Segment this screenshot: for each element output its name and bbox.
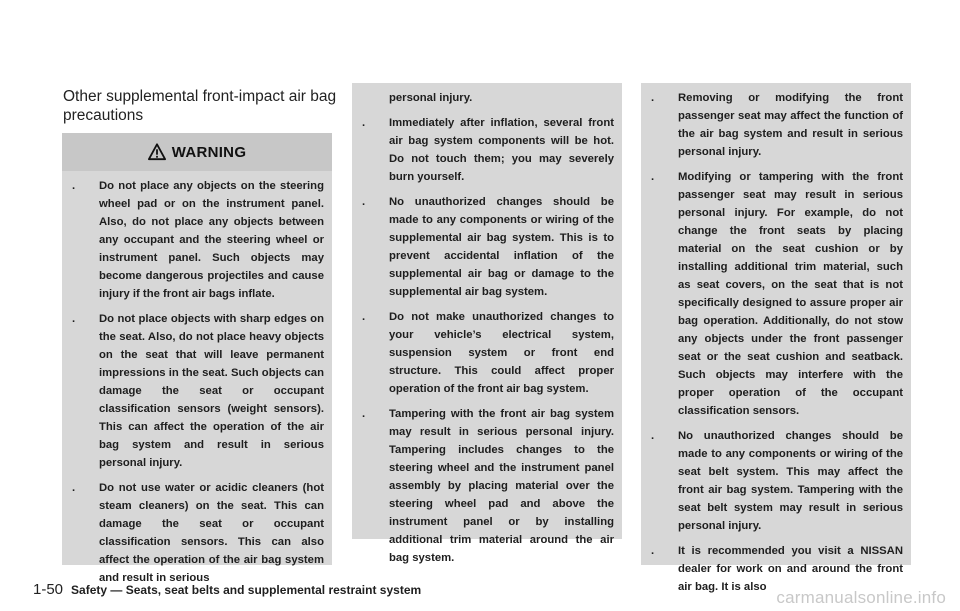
bullet: . bbox=[651, 545, 655, 557]
list-item-continuation: personal injury. bbox=[389, 92, 473, 104]
list-item: . Do not place objects with sharp edges on the seat. Also, do not place heavy objects on the seat that will leave permanent impressions in the seat. Such objects can damage the seat or occupant classification sensors (weight sensors). This can affect the operation of the air bag system and result in serious personal injury. bbox=[62, 310, 332, 472]
bullet: . bbox=[362, 196, 366, 208]
section-heading: Other supplemental front-impact air bag precautions bbox=[63, 88, 337, 124]
footer-section-title: Safety — Seats, seat belts and supplemental restraint system bbox=[71, 583, 422, 597]
list-item: . No unauthorized changes should be made to any components or wiring of the supplemental air bag system. This is to prevent accidental inflation of the supplemental air bag or damage to the supplemental air bag system. bbox=[352, 193, 622, 301]
warning-triangle-icon bbox=[148, 143, 166, 161]
bullet: . bbox=[362, 117, 366, 129]
page-footer bbox=[33, 581, 421, 598]
warning-header bbox=[62, 133, 332, 171]
list-item: . Do not place any objects on the steering wheel pad or on the instrument panel. Also, do not place any objects between any occupant and the steering wheel or instrument panel. Such objects may become dangerous projectiles and cause injury if the front air bags inflate. bbox=[62, 177, 332, 303]
bullet: . bbox=[362, 311, 366, 323]
list-item: . Tampering with the front air bag system may result in serious personal injury. Tampering includes changes to the steering wheel and the instrument panel assembly by placing material over the steering wheel pad and above the instrument panel or by installing additional trim material around the air bag system. bbox=[352, 405, 622, 567]
list-item: . No unauthorized changes should be made to any components or wiring of the seat belt system. This may affect the front air bag system. Tampering with the seat belt system may result in serious personal injury. bbox=[641, 427, 911, 535]
bullet: . bbox=[362, 408, 366, 420]
warning-title: WARNING bbox=[171, 143, 247, 161]
list-item: . Do not use water or acidic cleaners (hot steam cleaners) on the seat. This can damage the seat or occupant classification sensors. This can also affect the operation of the air bag system and result in serious bbox=[62, 479, 332, 587]
warning-panel-column-2 bbox=[352, 83, 622, 564]
list-item: . Immediately after inflation, several front air bag system components will be hot. Do not touch them; you may severely burn yourself. bbox=[352, 114, 622, 186]
list-item: . Removing or modifying the front passenger seat may affect the function of the air bag system and result in serious personal injury. bbox=[641, 89, 911, 161]
bullet: . bbox=[651, 171, 655, 183]
watermark: carmanualsonline.info bbox=[776, 588, 946, 607]
warning-panel-column-3 bbox=[641, 83, 911, 593]
list-item: . It is recommended you visit a NISSAN dealer for work on and around the front air bag. It is also bbox=[641, 542, 911, 596]
bullet: . bbox=[72, 482, 76, 494]
bullet: . bbox=[651, 430, 655, 442]
warning-panel-column-1 bbox=[62, 133, 332, 584]
bullet: . bbox=[72, 180, 76, 192]
bullet: . bbox=[651, 92, 655, 104]
list-item: . Modifying or tampering with the front passenger seat may result in serious personal injury. For example, do not change the front seats by placing material on the seat cushion or by installing additional trim material, such as seat covers, on the seat that is not specifically designed to assure proper air bag operation. Additionally, do not stow any objects under the front passenger seat or the seat cushion and seatback. Such objects may interfere with the proper operation of the occupant classification sensors. bbox=[641, 168, 911, 420]
bullet: . bbox=[72, 313, 76, 325]
list-item: . Do not make unauthorized changes to your vehicle’s electrical system, suspension system or front end structure. This could affect proper operation of the front air bag system. bbox=[352, 308, 622, 398]
page-number: 1-50 bbox=[33, 581, 64, 598]
